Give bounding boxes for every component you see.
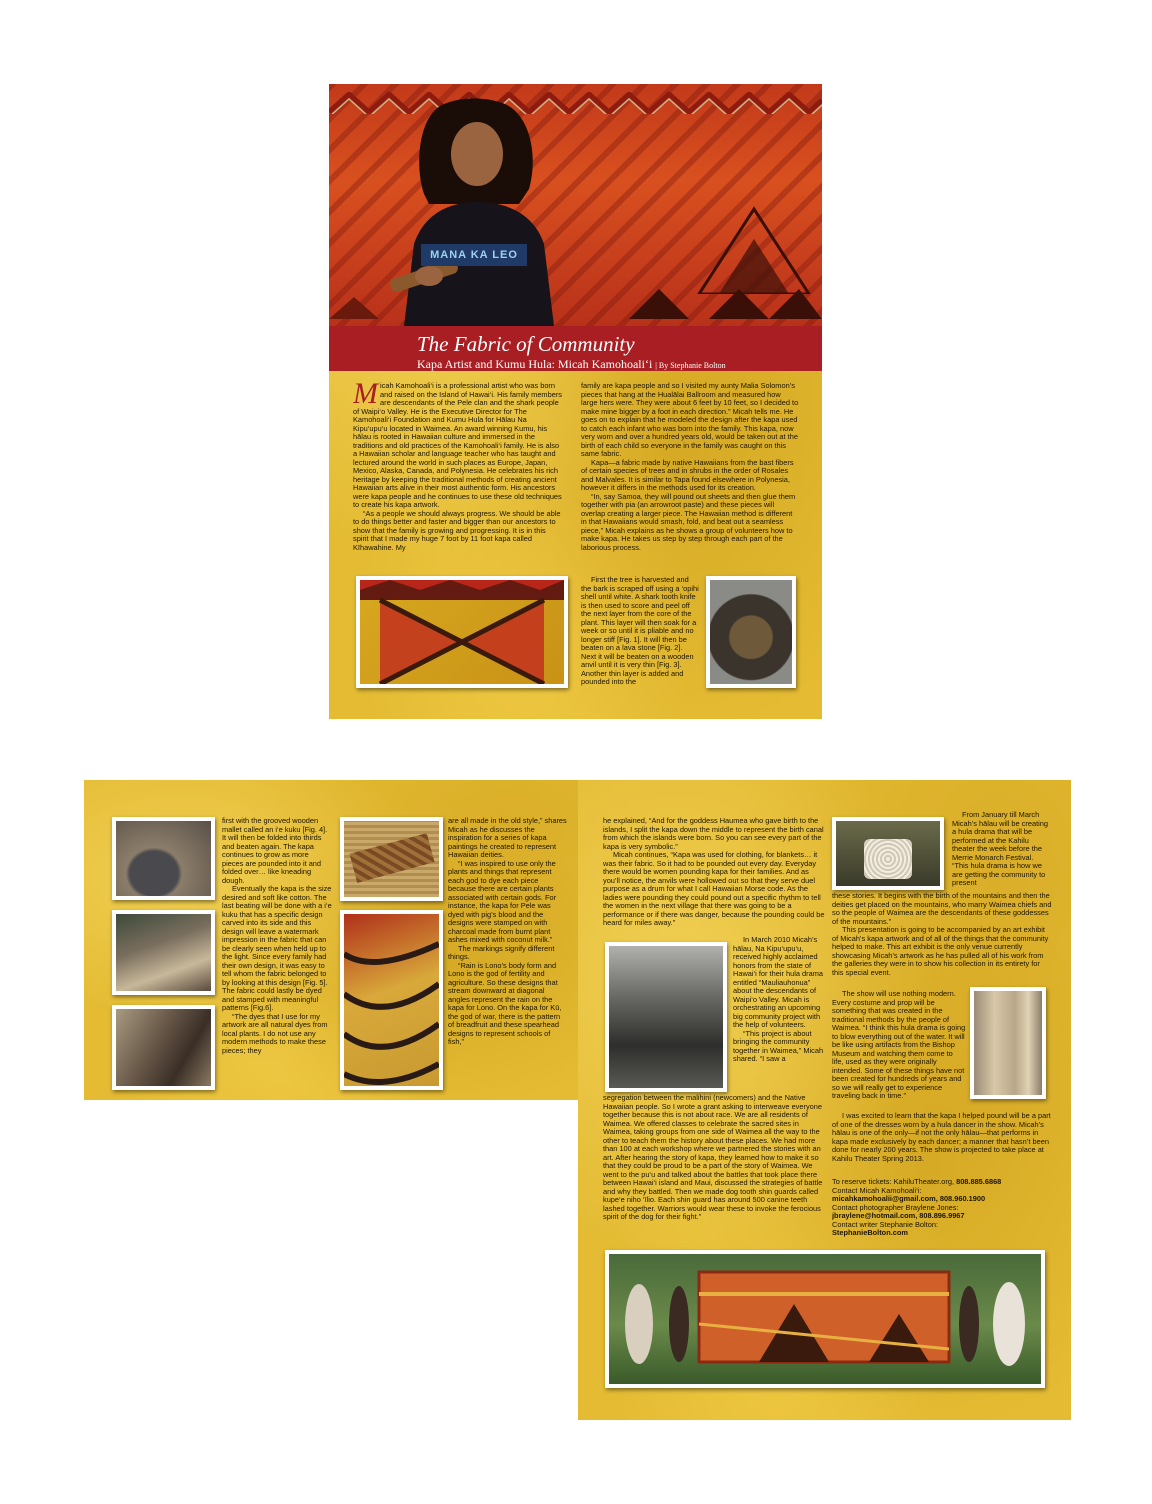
tickets-label: To reserve tickets: KahiluTheater.org, xyxy=(832,1178,955,1186)
paragraph: he explained, “And for the goddess Haumea who gave birth to the islands, I split the kapa down the middle to represent the birth canal from which the islands were born. So you can see every part of the kapa is very symbolic.” xyxy=(603,817,824,851)
page3-column-1 xyxy=(603,817,825,937)
kapa-pattern-photo xyxy=(356,576,568,688)
article-subtitle xyxy=(417,357,726,372)
paragraph: first with the grooved wooden mallet called an i‘e kuku [Fig. 4]. It will then be folded into thirds and beaten again. The kapa continues to grow as more pieces are pounded into it and folded over… like kneading dough. xyxy=(222,817,328,885)
page2-column-1 xyxy=(222,817,332,1097)
mallet-pounding-photo xyxy=(112,1005,215,1090)
bark-soaking-photo xyxy=(706,576,796,688)
subtitle-text: Kapa Artist and Kumu Hula: Micah Kamohoali‘i xyxy=(417,357,653,371)
paragraph: Eventually the kapa is the size desired and soft like cotton. The last beating will be done with a i‘e kuku that has a specific design carved into its side and this design will leave a watermark impression in the fabric that can be clearly seen when held up to the light. Since every family had their own design, it was easy to tell whom the fabric belonged to by looking at this design [Fig. 5]. The fabric could lastly be dyed and stamped with meaningful patterns [Fig.6]. xyxy=(222,884,332,1012)
kapa-beating-photo xyxy=(112,910,215,995)
photographer-contact-label: Contact photographer Braylene Jones: xyxy=(832,1202,959,1212)
micah-phone: , 808.960.1900 xyxy=(935,1194,986,1203)
magazine-page-2 xyxy=(84,780,578,1100)
wooden-anvil-photo xyxy=(970,987,1046,1099)
page3-column-1c xyxy=(603,1094,825,1246)
paragraph: From January till March Micah’s hālau will be creating a hula drama that will be performed at the Kahilu theater the week before the Merrie Monarch Festival. “This hula drama is how we are getting the community to present xyxy=(952,811,1048,887)
hula-performers-photo xyxy=(605,942,727,1092)
paragraph: “Rain is Lono’s body form and Lono is the god of fertility and agriculture. So these designs that stream downward at diagonal angles represent the rain on the kapa for Lono. On the kapa for Kū, the god of war, there is the pattern of breadfruit and these spearhead designs to represent schools of fish,” xyxy=(448,960,562,1046)
hero-photo xyxy=(329,84,822,326)
drop-cap: M xyxy=(353,382,378,410)
byline: | By Stephanie Bolton xyxy=(655,361,726,370)
contact-block xyxy=(832,1178,1052,1246)
shirt-graphic xyxy=(421,244,527,266)
page3-column-2b xyxy=(832,892,1052,990)
kapa-watermark-photo xyxy=(340,910,443,1090)
paragraph: The markings signify different things. xyxy=(448,943,555,961)
paragraph: icah Kamohoali‘i is a professional artist who was born and raised on the Island of Hawai‘i. His family members are descendants of the Pele clan and the shark people of Waipi‘o Valley. He is the Executive Director for The Kamohoali‘i Foundation and Kumu Hula for Hālau Na Kipu‘upu‘u located in Waimea. An award winning Kumu, his hālau is rooted in Hawaiian culture and immersed in the traditions and old practices of the Kamohoali‘i family. He is also a Hawaiian scholar and language teacher who has taught and lectured around the world in such places as Europe, Japan, Mexico, Alaska, Canada, and Polynesia. He celebrates his rich heritage by keeping the traditional methods of creating ancient Hawaiian arts alive in their most authentic form. His ancestors were kapa people and he continues to use these old techniques to create his kapa artwork. xyxy=(353,382,562,509)
paragraph: Kapa—a fabric made by native Hawaiians from the bast fibers of certain species of trees and in shrubs in the order of Rosales and Malvales. It is similar to Tapa found elsewhere in Polynesia, however it differs in the methods used for its creation. xyxy=(581,457,794,492)
paragraph: are all made in the old style,” shares Micah as he discusses the inspiration for a series of kapa paintings he created to represent Hawaiian deities. xyxy=(448,817,567,859)
large-kapa-banner xyxy=(609,1254,1041,1384)
micah-contact-label: Contact Micah Kamohoali‘i: xyxy=(832,1185,922,1195)
page1-column-2 xyxy=(581,382,799,574)
kapa-stamp-pattern xyxy=(344,914,439,1086)
page3-column-1b xyxy=(733,936,825,1092)
i-e-kuku-mallet-photo xyxy=(340,817,443,901)
paragraph: “As a people we should always progress. We should be able to do things better and faster and bigger than our ancestors to show that the family is growing and progressing. It is in this spirit that I made my huge 7 foot by 11 foot kapa called Kīhawahine. My xyxy=(353,508,561,552)
micah-email-link[interactable]: micahkamohoalii@gmail.com xyxy=(832,1194,936,1203)
group-kapa-photo xyxy=(605,1250,1045,1388)
paragraph: these stories. It begins with the birth of the mountains and then the deities get placed on the mountains, who marry Waimea chiefs and so the people of Waimea are the descendants of these goddesses of the mountains.” xyxy=(832,892,1052,926)
page3-column-2c xyxy=(832,990,966,1112)
writer-website-link[interactable]: StephanieBolton.com xyxy=(832,1228,908,1237)
paragraph: “I was inspired to use only the plants and things that represent each god to dye each piece because there are certain plants associated with certain gods. For instance, the kapa for Pele was dyed with pig’s blood and the designs were stamped on with charcoal made from burnt plant ashes mixed with coconut milk.” xyxy=(448,858,557,944)
page1-column-1 xyxy=(353,382,563,574)
kapa-artist-figure xyxy=(389,94,559,326)
page2-column-2 xyxy=(448,817,568,1097)
paragraph: “In, say Samoa, they will pound out sheets and then glue them together with pia (an arrowroot paste) and these pieces will overlap creating a larger piece. The Hawaiian method is different in that Hawaiians would smash, fold, and beat out a seamless piece,” Micah explains as he shows a group of volunteers how to make kapa. He takes us step by step through each part of the laborious process. xyxy=(581,491,796,552)
page1-column-2b xyxy=(581,576,699,688)
paragraph: “This project is about bringing the community together in Waimea,” Micah shared. “I saw a xyxy=(733,1028,824,1063)
paragraph: family are kapa people and so I visited my aunty Malia Solomon’s pieces that hang at the Hualālai Ballroom and measured how large hers were. They were about 6 feet by 10 feet, so I decided to make mine bigger by a foot in each direction.” Micah tells me. He goes on to explain that he modeled the design after the kapa used to catch each infant who was born into the family. This kapa, now very worn and over a hundred years old, would be taken out at the birth of each child so everyone in the family was caught on this same fabric. xyxy=(581,382,799,458)
paragraph: I was excited to learn that the kapa I helped pound will be a part of one of the dresses worn by a hula dancer in the show. Micah’s hālau is one of the only—if not the only hālau—that performs in kapa made exclusively by each dancer; a manner that hasn’t been done for nearly 200 years. The show is projected to take place at Kahilu Theater Spring 2013. xyxy=(832,1112,1051,1163)
article-title: The Fabric of Community xyxy=(417,332,635,356)
shin-guard-photo xyxy=(832,817,944,890)
page3-column-2 xyxy=(952,811,1050,891)
writer-contact-label: Contact writer Stephanie Bolton: xyxy=(832,1219,938,1229)
paragraph: In March 2010 Micah’s hālau, Na Kipu‘upu‘u, received highly acclaimed honors from the state of Hawai‘i for their hula drama entitled “Mauliauhonua” about the descendants of Waipi‘o Valley. Micah is orchestrating an upcoming big community project with the help of volunteers. xyxy=(733,936,823,1029)
kapa-x-pattern xyxy=(360,580,564,684)
tickets-phone: 808.885.6868 xyxy=(956,1178,1002,1186)
photographer-phone: , 808.896.9967 xyxy=(915,1211,965,1220)
paragraph: “The dyes that I use for my artwork are all natural dyes from local plants. I do not use any modern methods to make these pieces; they xyxy=(222,1011,328,1055)
shirt-text: MANA KA LEO xyxy=(430,249,518,261)
magazine-page-3 xyxy=(578,780,1071,1420)
photographer-email-link[interactable]: jbraylene@hotmail.com xyxy=(832,1211,916,1220)
paragraph: This presentation is going to be accompanied by an art exhibit of Micah’s kapa artwork and of all of the things that the community helped to make. This art exhibit is the only venue currently showcasing Micah’s artwork as he has pulled all of his work from the galleries they were in to show his collection in its entirety for this special event. xyxy=(832,925,1049,977)
magazine-page-1 xyxy=(329,84,822,719)
paragraph: First the tree is harvested and the bark is scraped off using a ‘opihi shell until white. A shark tooth knife is then used to score and peel off the next layer from the core of the plant. This layer will then soak for a week or so until it is pliable and no longer stiff [Fig. 1]. It will then be beaten on a lava stone [Fig. 2]. Next it will be beaten on a wooden anvil until it is very thin [Fig. 3]. Another thin layer is added and pounded into the xyxy=(581,576,699,686)
paragraph: The show will use nothing modern. Every costume and prop will be something that was created in the traditional methods by the people of Waimea. “I think this hula drama is going to blow everything out of the water. It will be like using artifacts from the Bishop Museum and watching them come to life, used as they were originally intended. Some of these things have not been created for hundreds of years and so we will really get to experience traveling back in time.” xyxy=(832,990,966,1100)
page3-column-2d xyxy=(832,1112,1052,1172)
paragraph: Micah continues, “Kapa was used for clothing, for blankets… it was their fabric. So it had to be pounded out every day. Everyday there would be women pounding kapa for their families. And as you’ll notice, the anvils were hollowed out so that they serve duel purpose as a drum for what I call Hawaiian Morse code. As the ladies were pounding they could pound out a specific rhythm to tell the women in the next village that there was going to be a performance or if there was danger, because the pounding could be heard for miles away.” xyxy=(603,850,825,927)
lava-stone-photo xyxy=(112,817,215,900)
paragraph: segregation between the malihini (newcomers) and the Native Hawaiian people. So I wrote a grant asking to interweave everyone together because this is not about race. We are all residents of Waimea. We offered classes to celebrate the sacred sites in Waimea, taking groups from one side of Waimea all the way to the other to teach them the history about these places. We had more than 100 at each workshop where we partnered the stories with an art. After hearing the story of kapa, they learned how to make it so that they could be proud to be a part of the story of Waimea. We went to the pu‘u and talked about the battles that took place there between Hawai‘i island and Maui, discussed the strategies of battle and why they battled. Then we made dog tooth shin guards called kupe‘e niho ‘īlio. Each shin guard has around 500 canine teeth lashed together. Warriors would wear these to invoke the ferocious spirit of the dog for their fight.” xyxy=(603,1094,823,1221)
triangle-motif xyxy=(689,204,819,294)
